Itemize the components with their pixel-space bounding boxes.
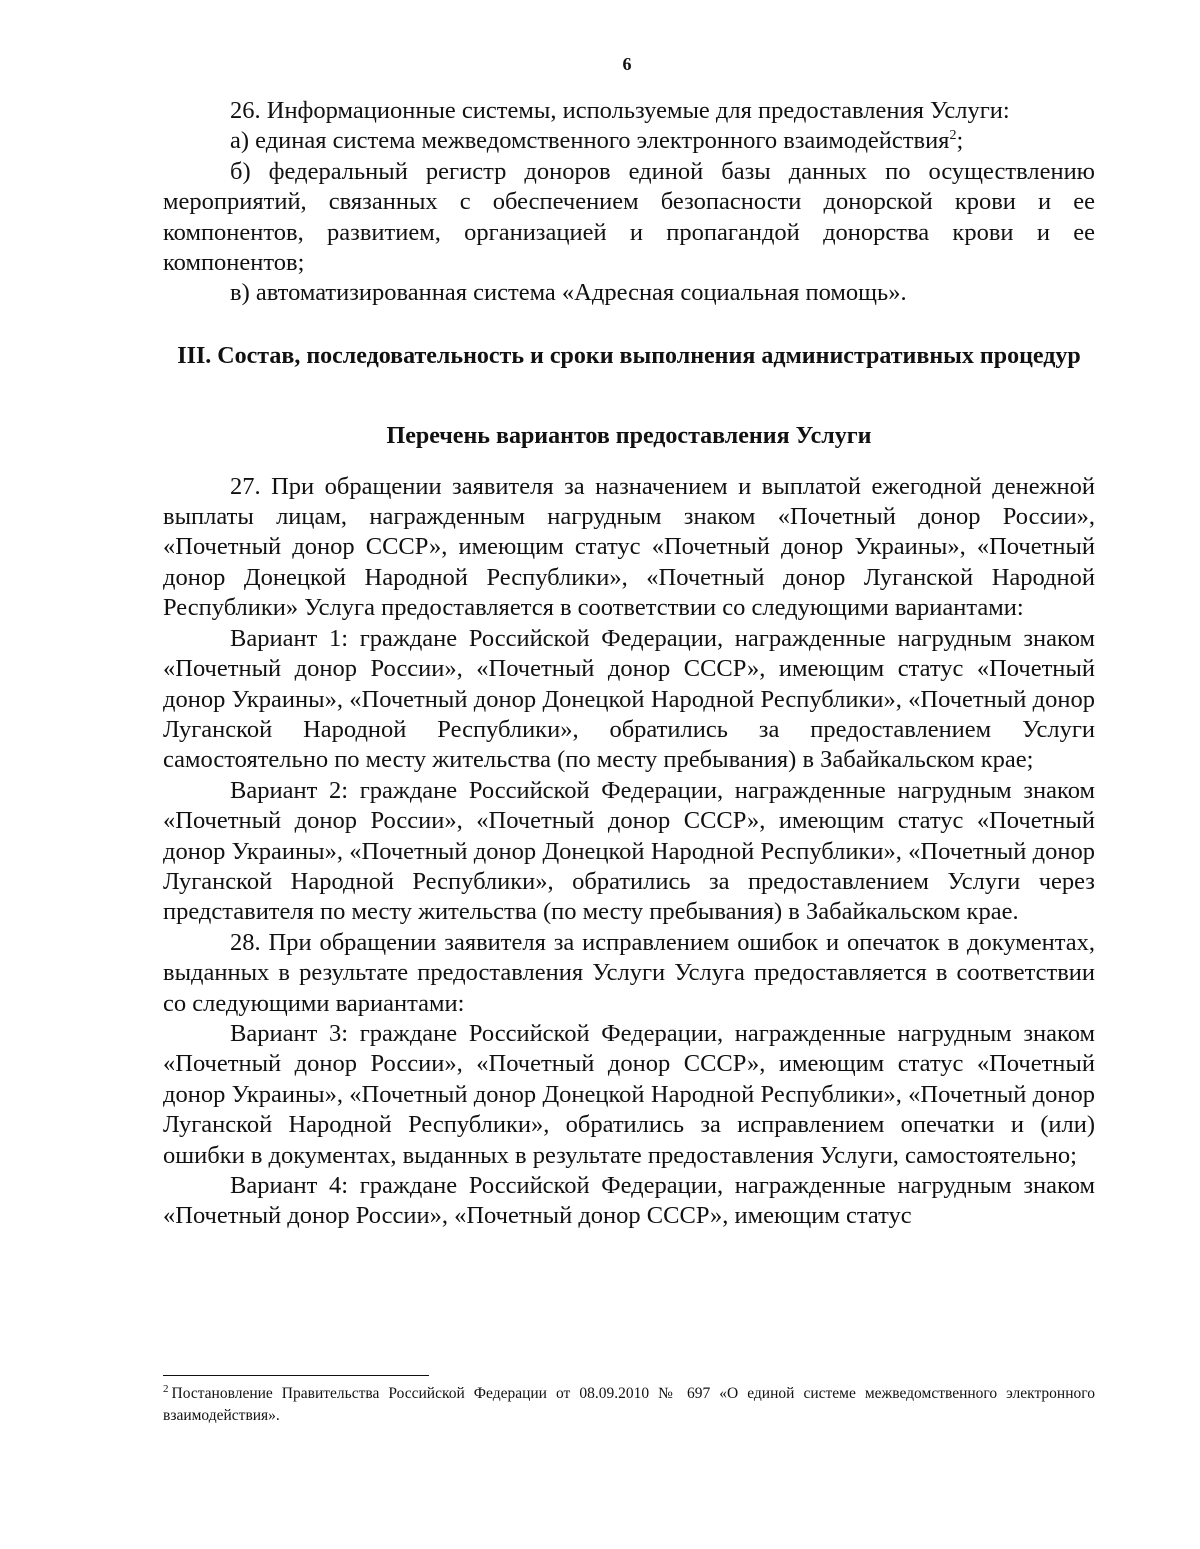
paragraph-26-a — [163, 126, 1095, 156]
footnote-divider — [163, 1375, 429, 1376]
paragraph-26-b: б) федеральный регистр доноров единой базы данных по осуществлению мероприятий, связанных с обеспечением безопасности донорской крови и ее компонентов, развитием, организацией и пропагандой донорства крови и ее компонентов; — [163, 157, 1095, 277]
paragraph-26-v: в) автоматизированная система «Адресная социальная помощь». — [230, 279, 907, 307]
variant-3: Вариант 3: граждане Российской Федерации, награжденные нагрудным знаком «Почетный донор России», «Почетный донор СССР», имеющим статус «Почетный донор Украины», «Почетный донор Донецкой Народной Республики», «Почетный донор Луганской Народной Республики», обратились за исправлением опечатки и (или) ошибки в документах, выданных в результате предоставления Услуги, самостоятельно; — [163, 1019, 1095, 1169]
page-number: 6 — [622, 54, 632, 74]
paragraph-26: 26. Информационные системы, используемые для предоставления Услуги: — [230, 97, 1010, 124]
paragraph-26-a-punctuation: ; — [956, 127, 964, 155]
paragraph-26-a-text: а) единая система межведомственного электронного взаимодействия — [230, 127, 950, 155]
footnote-marker: 2 — [163, 1382, 169, 1395]
paragraph-28: 28. При обращении заявителя за исправлением ошибок и опечаток в документах, выданных в результате предоставления Услуги Услуга предоставляется в соответствии со следующими вариантами: — [163, 928, 1095, 1017]
footnote — [163, 1383, 1095, 1427]
section-heading: III. Состав, последовательность и сроки выполнения административных процедур — [177, 342, 1081, 369]
subsection-heading: Перечень вариантов предоставления Услуги — [386, 423, 872, 450]
paragraph-27: 27. При обращении заявителя за назначением и выплатой ежегодной денежной выплаты лицам, награжденным нагрудным знаком «Почетный донор России», «Почетный донор СССР», имеющим статус «Почетный донор Украины», «Почетный донор Донецкой Народной Республики», «Почетный донор Луганской Народной Республики» Услуга предоставляется в соответствии со следующими вариантами: — [163, 472, 1095, 622]
variant-2: Вариант 2: граждане Российской Федерации, награжденные нагрудным знаком «Почетный донор России», «Почетный донор СССР», имеющим статус «Почетный донор Украины», «Почетный донор Донецкой Народной Республики», «Почетный донор Луганской Народной Республики», обратились за предоставлением Услуги через представителя по месту жительства (по месту пребывания) в Забайкальском крае. — [163, 776, 1095, 926]
footnote-reference[interactable]: 2 — [949, 128, 957, 144]
footnote-text: Постановление Правительства Российской Федерации от 08.09.2010 № 697 «О единой системе межведомственного электронного взаимодействия». — [163, 1385, 1095, 1424]
variant-1: Вариант 1: граждане Российской Федерации, награжденные нагрудным знаком «Почетный донор России», «Почетный донор СССР», имеющим статус «Почетный донор Украины», «Почетный донор Донецкой Народной Республики», «Почетный донор Луганской Народной Республики», обратились за предоставлением Услуги самостоятельно по месту жительства (по месту пребывания) в Забайкальском крае; — [163, 624, 1095, 774]
document-body — [163, 96, 1095, 1232]
variant-4: Вариант 4: граждане Российской Федерации, награжденные нагрудным знаком «Почетный донор России», «Почетный донор СССР», имеющим статус — [163, 1172, 1095, 1230]
